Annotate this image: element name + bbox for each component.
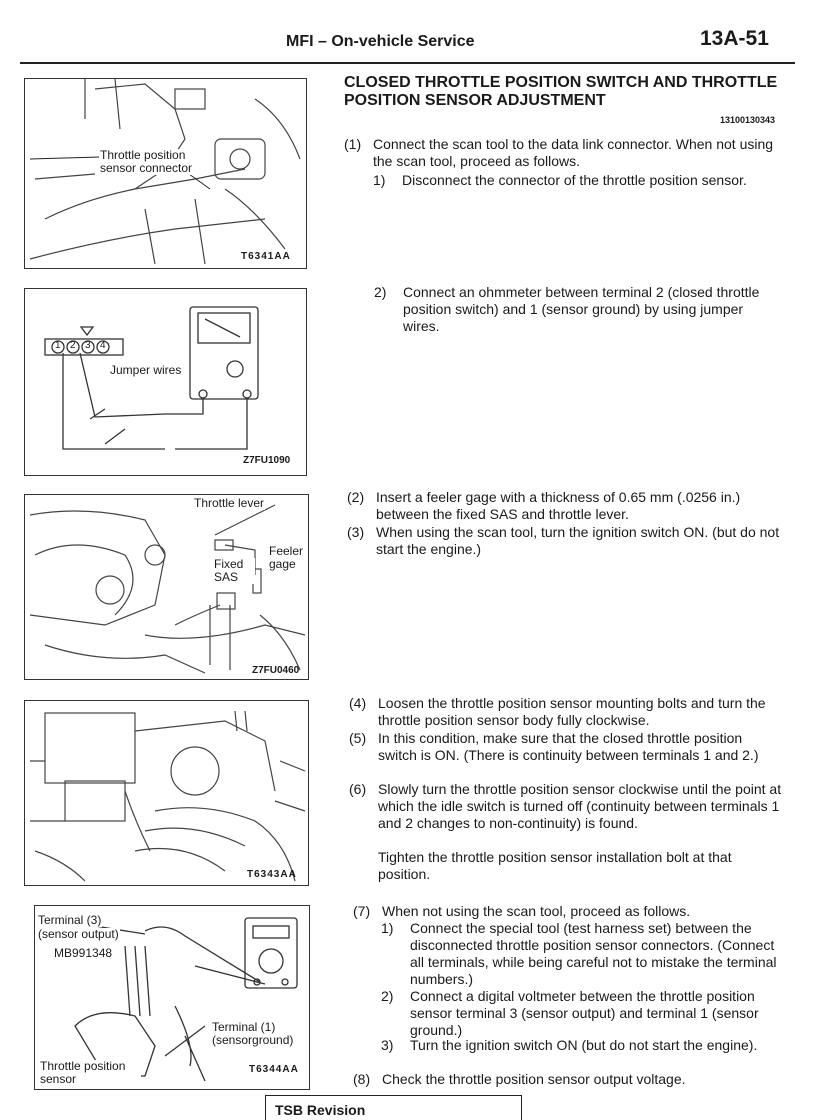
label-mb991348: MB991348 — [54, 946, 113, 960]
step-5-text: In this condition, make sure that the closed throttle position switch is ON. (There is continuity between terminals 1 and 2.) — [378, 730, 759, 763]
step-5-number: (5) — [349, 730, 367, 746]
section-title: CLOSED THROTTLE POSITION SWITCH AND THROTTLE POSITION SENSOR ADJUSTMENT — [344, 74, 778, 109]
figure-3-drawing — [25, 495, 308, 679]
step-8-text: Check the throttle position sensor output voltage. — [382, 1071, 686, 1087]
terminal-1: 1 — [55, 340, 61, 351]
step-7-text: When not using the scan tool, proceed as follows. — [382, 903, 691, 919]
figure-2-drawing — [25, 289, 306, 475]
figure-code: Z7FU0460 — [252, 665, 300, 676]
figure-ohmmeter-connection — [24, 288, 307, 476]
figure-code: T6343AA — [247, 869, 297, 880]
figure-code: T6341AA — [241, 251, 291, 262]
terminal-4: 4 — [100, 340, 106, 351]
step-6-note: Tighten the throttle position sensor installation bolt at that position. — [378, 849, 732, 882]
label-sensor-output: (sensor output) — [38, 927, 119, 941]
figure-feeler-gage — [24, 494, 309, 680]
figure-voltmeter-connection — [34, 905, 310, 1090]
label-terminal-1: Terminal (1) — [212, 1020, 276, 1034]
step-7-3-text: Turn the ignition switch ON (but do not start the engine). — [410, 1037, 758, 1053]
step-2-text: Insert a feeler gage with a thickness of 0.65 mm (.0256 in.) between the fixed SAS and throttle lever. — [376, 489, 741, 522]
step-7-1-text: Connect the special tool (test harness set) between the disconnected throttle position sensor connectors. (Connect all terminals, while being careful not to mistake the terminal numbers.) — [410, 920, 777, 987]
figure-code: Z7FU1090 — [243, 455, 291, 466]
step-7-number: (7) — [353, 903, 371, 919]
label-sensor-ground: (sensorground) — [212, 1033, 294, 1047]
step-4-text: Loosen the throttle position sensor mounting bolts and turn the throttle position sensor body fully clockwise. — [378, 695, 766, 728]
label-throttle-position-sensor: Throttle position sensor — [39, 1060, 141, 1086]
step-7-2-text: Connect a digital voltmeter between the throttle position sensor terminal 3 (sensor output) and terminal 1 (sensor ground.) — [410, 988, 759, 1038]
step-3-number: (3) — [347, 524, 365, 540]
figure-tps-mounting — [24, 700, 309, 886]
figure-4-drawing — [25, 701, 308, 885]
step-7-1-number: 1) — [381, 920, 394, 936]
step-3-text: When using the scan tool, turn the ignition switch ON. (but do not start the engine.) — [376, 524, 780, 557]
page-number: 13A-51 — [700, 27, 769, 50]
terminal-2: 2 — [70, 340, 76, 351]
label-terminal-3: Terminal (3) — [38, 913, 102, 927]
step-8-number: (8) — [353, 1071, 371, 1087]
tsb-revision-box — [265, 1095, 522, 1120]
step-1-2-number: 2) — [374, 284, 387, 300]
label-tps-connector: Throttle position sensor connector — [99, 149, 211, 175]
figure-code: T6344AA — [249, 1064, 299, 1075]
step-1-2-text: Connect an ohmmeter between terminal 2 (closed throttle position switch) and 1 (sensor ground) by using jumper wires. — [403, 284, 760, 334]
step-1-text: Connect the scan tool to the data link connector. When not using the scan tool, proceed as follows. — [373, 136, 774, 169]
label-feeler-gage: Feeler gage — [268, 545, 309, 571]
figure-tps-connector — [24, 78, 307, 269]
label-throttle-lever: Throttle lever — [194, 496, 265, 510]
doc-id: 13100130343 — [720, 115, 776, 125]
header-rule — [20, 62, 795, 64]
step-2-number: (2) — [347, 489, 365, 505]
step-1-1-number: 1) — [373, 172, 386, 188]
label-fixed-sas: Fixed SAS — [213, 558, 255, 584]
terminal-3: 3 — [85, 340, 91, 351]
step-4-number: (4) — [349, 695, 367, 711]
step-7-2-number: 2) — [381, 988, 394, 1004]
label-jumper-wires: Jumper wires — [110, 363, 182, 377]
step-6-text: Slowly turn the throttle position sensor clockwise until the point at which the idle switch is turned off (continuity between terminals 1 and 2 changes to non-continuity) is found. — [378, 781, 782, 831]
step-1-number: (1) — [344, 136, 362, 152]
tsb-revision-label: TSB Revision — [275, 1102, 366, 1118]
step-7-3-number: 3) — [381, 1037, 394, 1053]
step-6-number: (6) — [349, 781, 367, 797]
header-title: MFI – On-vehicle Service — [286, 33, 475, 50]
step-1-1-text: Disconnect the connector of the throttle position sensor. — [402, 172, 747, 188]
